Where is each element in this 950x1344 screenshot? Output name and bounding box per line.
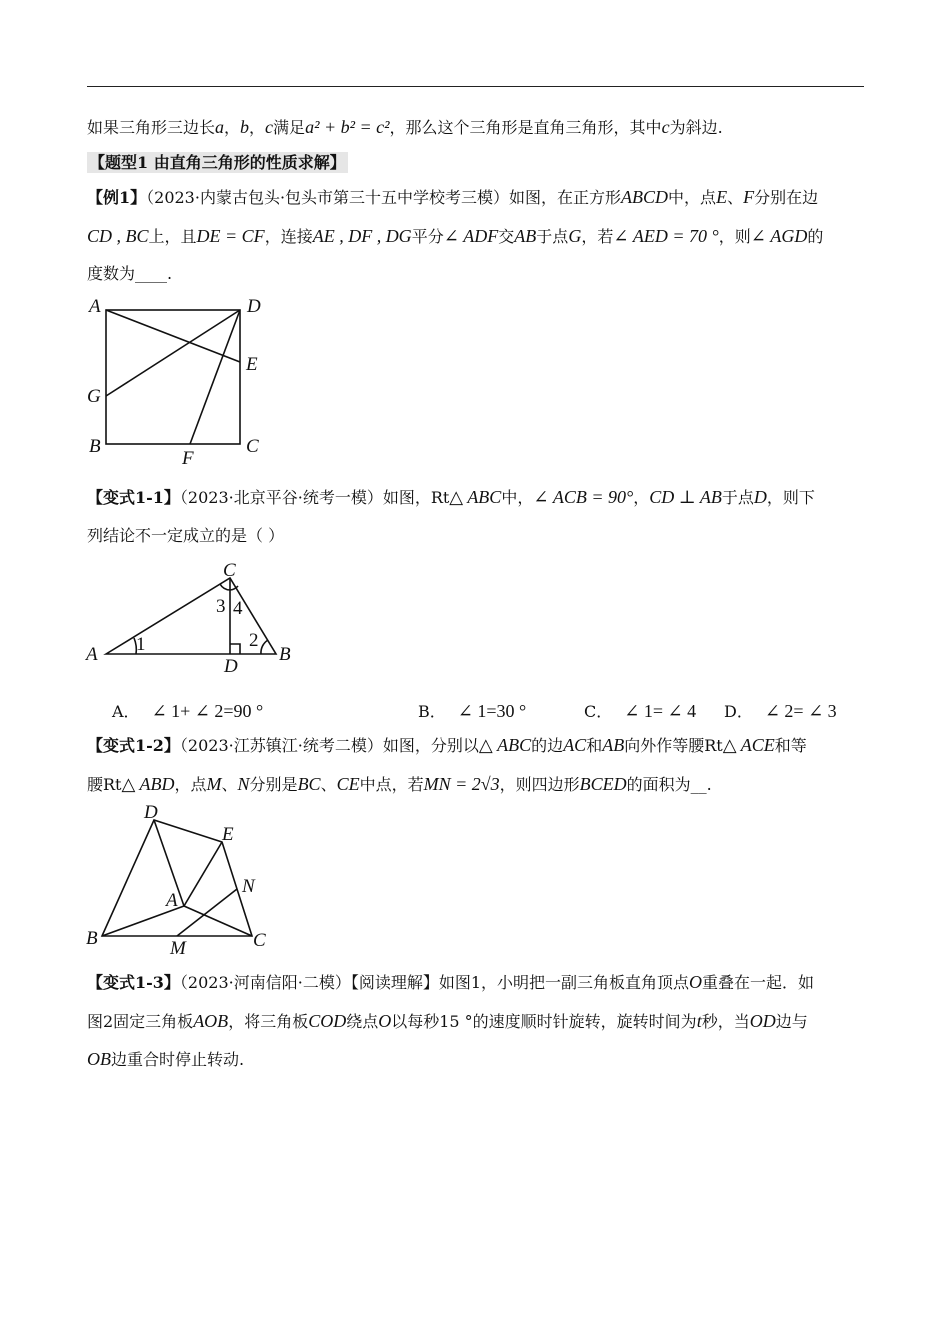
text: 以每秒15 °的速度顺时针旋转，旋转时间为 bbox=[391, 1012, 697, 1031]
label-g: G bbox=[87, 386, 101, 407]
label-d: D bbox=[247, 296, 261, 317]
intro-text: 满足 bbox=[273, 118, 306, 137]
math-c: c bbox=[265, 117, 274, 137]
option-key: C． bbox=[584, 702, 613, 721]
sep: ， bbox=[224, 118, 241, 137]
label-c: C bbox=[246, 436, 259, 457]
math: M bbox=[206, 774, 222, 794]
text: 腰Rt bbox=[87, 775, 122, 794]
text: ， bbox=[633, 488, 650, 507]
option-text: ∠ 1= ∠ 4 bbox=[624, 701, 697, 721]
label-c: C bbox=[253, 930, 266, 951]
option-text: ∠ 1=30 ° bbox=[457, 701, 527, 721]
label-e: E bbox=[222, 824, 234, 845]
angle-label-4: 4 bbox=[233, 598, 243, 619]
text: （2023·内蒙古包头·包头市第三十五中学校考三模）如图，在正方形 bbox=[146, 188, 622, 207]
square-abcd bbox=[106, 310, 240, 444]
label-a: A bbox=[89, 296, 101, 317]
text: ，若 bbox=[581, 227, 614, 246]
example1-line1 bbox=[87, 186, 818, 209]
angle-label-1: 1 bbox=[136, 634, 146, 655]
math: AC bbox=[563, 735, 587, 755]
section-heading-text: 【题型1 由直角三角形的性质求解】 bbox=[89, 153, 346, 172]
text: 重叠在一起．如 bbox=[702, 973, 815, 992]
text: ，连接 bbox=[264, 227, 313, 246]
text: 度数为____. bbox=[87, 264, 173, 283]
math: CD , BC bbox=[87, 226, 149, 246]
text: 上，且 bbox=[148, 227, 197, 246]
text: 中，点 bbox=[668, 188, 717, 207]
variant11-line1 bbox=[87, 486, 815, 509]
math: O bbox=[378, 1011, 392, 1031]
variant13-label: 【变式1-3】 bbox=[87, 973, 180, 992]
math: CE bbox=[336, 774, 360, 794]
math: ∠ AED = 70 ° bbox=[613, 226, 719, 246]
text: 交 bbox=[498, 227, 515, 246]
text: 、 bbox=[221, 775, 238, 794]
text: ，将三角板 bbox=[228, 1012, 309, 1031]
segment-dg bbox=[106, 310, 240, 396]
text: 的边 bbox=[531, 736, 564, 755]
text: 中， bbox=[501, 488, 534, 507]
math: MN = 2√3 bbox=[423, 774, 500, 794]
example1-line2 bbox=[87, 225, 823, 248]
example1-label: 【例1】 bbox=[87, 188, 147, 207]
label-b: B bbox=[279, 644, 291, 665]
math: AE , DF , DG bbox=[312, 226, 412, 246]
text: 的 bbox=[807, 227, 824, 246]
variant12-line1 bbox=[87, 734, 807, 757]
text: （2023·河南信阳·二模）【阅读理解】如图1，小明把一副三角板直角顶点 bbox=[179, 973, 689, 992]
option-c[interactable] bbox=[584, 700, 696, 723]
sep: ， bbox=[249, 118, 266, 137]
math: △ ABD bbox=[121, 774, 175, 794]
angle-label-3: 3 bbox=[216, 596, 226, 617]
example1-line3 bbox=[87, 263, 172, 285]
variant12-label: 【变式1-2】 bbox=[87, 736, 180, 755]
text: 分别在边 bbox=[754, 188, 819, 207]
variant13-line3 bbox=[87, 1048, 244, 1071]
text: 秒，当 bbox=[701, 1012, 750, 1031]
math: AB bbox=[602, 735, 625, 755]
option-key: A． bbox=[112, 702, 140, 721]
text: 于点 bbox=[536, 227, 569, 246]
math: N bbox=[237, 774, 250, 794]
math: △ ABC bbox=[478, 735, 532, 755]
intro-text: ，那么这个三角形是直角三角形，其中 bbox=[389, 118, 662, 137]
text: 中点，若 bbox=[359, 775, 424, 794]
variant13-line2 bbox=[87, 1010, 808, 1033]
label-f: F bbox=[182, 448, 194, 469]
text: 和 bbox=[586, 736, 603, 755]
math: O bbox=[689, 972, 702, 992]
variant13-line1 bbox=[87, 971, 814, 994]
text: 平分 bbox=[411, 227, 444, 246]
math: COD bbox=[308, 1011, 347, 1031]
option-text: ∠ 2= ∠ 3 bbox=[764, 701, 837, 721]
label-b: B bbox=[86, 928, 98, 949]
angle-arc-2 bbox=[261, 640, 268, 654]
label-b: B bbox=[89, 436, 101, 457]
segment-mn bbox=[177, 889, 237, 936]
text: 、 bbox=[320, 775, 337, 794]
label-d: D bbox=[144, 802, 158, 823]
intro-line bbox=[87, 116, 723, 139]
text: 分别是 bbox=[249, 775, 298, 794]
option-text: ∠ 1+ ∠ 2=90 ° bbox=[151, 701, 264, 721]
figure-quadrilateral-bced bbox=[80, 800, 290, 960]
math-a: a bbox=[215, 117, 225, 137]
header-rule bbox=[87, 86, 864, 87]
figure-right-triangle bbox=[80, 556, 310, 676]
right-angle-mark-d bbox=[230, 644, 240, 654]
text: ，则下 bbox=[766, 488, 815, 507]
math: ∠ ACB = 90° bbox=[533, 487, 634, 507]
angle-label-2: 2 bbox=[249, 630, 259, 651]
variant11-label: 【变式1-1】 bbox=[87, 488, 180, 507]
math-b: b bbox=[240, 117, 250, 137]
math: AB bbox=[514, 226, 537, 246]
label-a: A bbox=[166, 890, 178, 911]
text: 于点 bbox=[721, 488, 754, 507]
math: OB bbox=[87, 1049, 111, 1069]
math: F bbox=[743, 187, 755, 207]
math-c: c bbox=[661, 117, 670, 137]
text: 的面积为__. bbox=[626, 775, 712, 794]
math: AOB bbox=[193, 1011, 229, 1031]
math: D bbox=[753, 487, 767, 507]
label-a: A bbox=[86, 644, 98, 665]
text: 向外作等腰Rt bbox=[624, 736, 723, 755]
math: △ ACE bbox=[722, 735, 775, 755]
math: ∠ AGD bbox=[750, 226, 808, 246]
segment-df bbox=[190, 310, 240, 444]
label-d: D bbox=[224, 656, 238, 677]
pythagoras-equation: a² + b² = c² bbox=[305, 117, 390, 137]
section-heading bbox=[87, 152, 348, 174]
math: ∠ ADF bbox=[443, 226, 499, 246]
segment-ae bbox=[184, 842, 222, 906]
text: 绕点 bbox=[346, 1012, 379, 1031]
math: CD ⊥ AB bbox=[649, 487, 722, 507]
math: ABCD bbox=[621, 187, 669, 207]
text: 、 bbox=[727, 188, 744, 207]
label-m: M bbox=[170, 938, 186, 959]
option-key: D． bbox=[724, 702, 753, 721]
text: 边与 bbox=[775, 1012, 808, 1031]
label-e: E bbox=[246, 354, 258, 375]
label-n: N bbox=[242, 876, 255, 897]
intro-text: 为斜边. bbox=[669, 118, 723, 137]
label-c: C bbox=[223, 560, 236, 581]
option-b[interactable] bbox=[418, 700, 526, 723]
variant11-line2 bbox=[87, 525, 284, 547]
text: 图2固定三角板 bbox=[87, 1012, 194, 1031]
segment-ac bbox=[184, 906, 252, 936]
math: t bbox=[696, 1011, 702, 1031]
text: 和等 bbox=[774, 736, 807, 755]
math: △ ABC bbox=[449, 487, 502, 507]
angle-arc-3 bbox=[220, 584, 230, 590]
text: （2023·江苏镇江·统考二模）如图，分别以 bbox=[179, 736, 479, 755]
option-key: B． bbox=[418, 702, 446, 721]
text: ，则四边形 bbox=[499, 775, 580, 794]
variant12-line2 bbox=[87, 773, 712, 796]
intro-text: 如果三角形三边长 bbox=[87, 118, 216, 137]
math: DE = CF bbox=[196, 226, 265, 246]
text: ，点 bbox=[174, 775, 207, 794]
math: OD bbox=[749, 1011, 776, 1031]
segment-ae bbox=[106, 310, 240, 362]
math: BCED bbox=[579, 774, 627, 794]
math: G bbox=[568, 226, 582, 246]
text: 列结论不一定成立的是（ ） bbox=[87, 526, 285, 545]
math: BC bbox=[297, 774, 321, 794]
option-a[interactable] bbox=[112, 700, 263, 723]
text: （2023·北京平谷·统考一模）如图，Rt bbox=[179, 488, 450, 507]
figure-square-abcd bbox=[80, 292, 280, 472]
math: E bbox=[716, 187, 728, 207]
option-d[interactable] bbox=[724, 700, 837, 723]
text: 边重合时停止转动. bbox=[111, 1050, 245, 1069]
text: ，则 bbox=[718, 227, 751, 246]
